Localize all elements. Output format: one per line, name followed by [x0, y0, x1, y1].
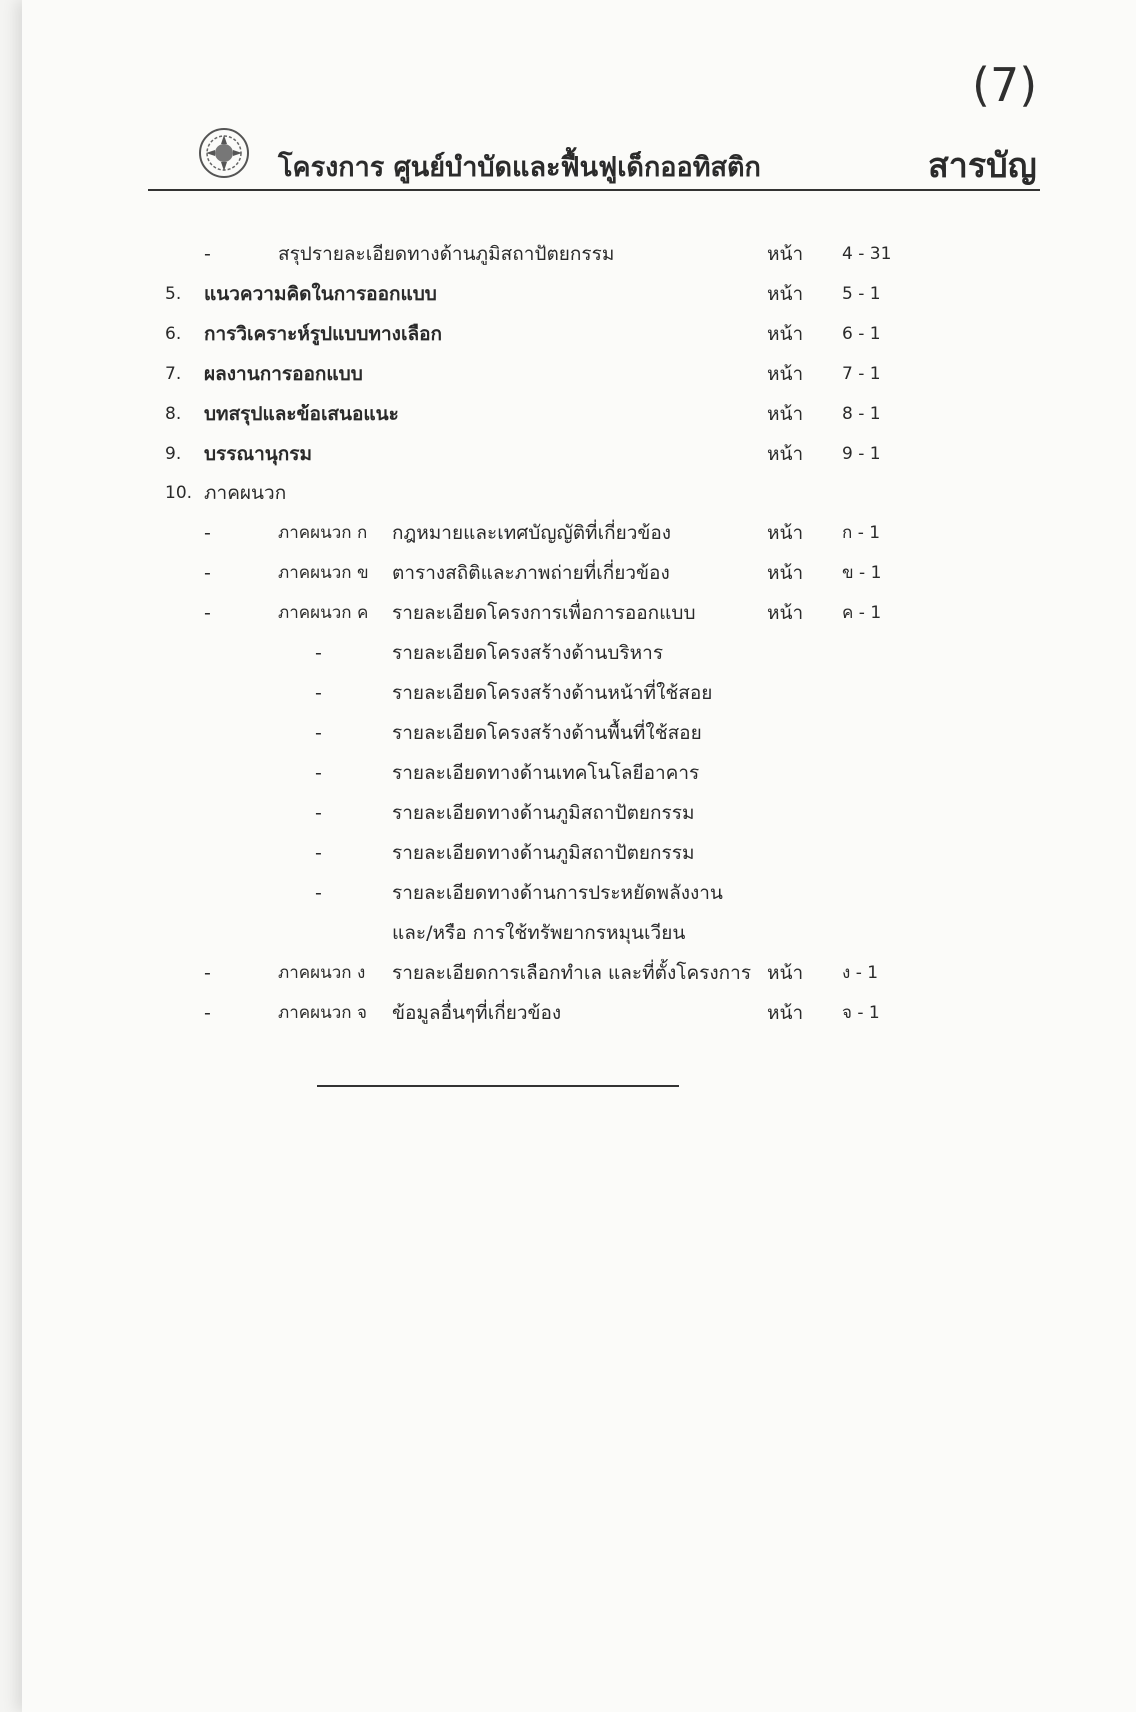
toc-title: กฎหมายและเทศบัญญัติที่เกี่ยวข้อง: [392, 522, 672, 544]
page-label: หน้า: [767, 562, 804, 584]
chapter-number: 10.: [165, 483, 193, 503]
toc-title: ข้อมูลอื่นๆที่เกี่ยวข้อง: [392, 1002, 562, 1024]
toc-row: [22, 753, 1022, 793]
page-ref: ข - 1: [842, 563, 882, 583]
toc-row: [22, 234, 1022, 274]
toc-title: รายละเอียดการเลือกทำเล และที่ตั้งโครงการ: [392, 962, 752, 984]
bullet-dash: -: [204, 243, 211, 265]
bullet-dash: -: [315, 802, 322, 824]
page-label: หน้า: [767, 283, 804, 305]
footer-divider: [317, 1085, 679, 1087]
page-label: หน้า: [767, 962, 804, 984]
page-ref: 9 - 1: [842, 444, 881, 464]
bullet-dash: -: [204, 602, 211, 624]
page-label: หน้า: [767, 602, 804, 624]
toc-row: [22, 473, 1022, 513]
page-ref: ค - 1: [842, 603, 882, 623]
bullet-dash: -: [204, 562, 211, 584]
bullet-dash: -: [204, 962, 211, 984]
toc-title: ผลงานการออกแบบ: [204, 363, 363, 385]
toc-title: ภาคผนวก: [204, 482, 287, 504]
royal-seal-icon: [198, 127, 250, 179]
toc-row: [22, 793, 1022, 833]
appendix-label: ภาคผนวก ข: [278, 563, 369, 583]
toc-title: แนวความคิดในการออกแบบ: [204, 283, 437, 305]
toc-title: รายละเอียดโครงสร้างด้านหน้าที่ใช้สอย: [392, 682, 713, 704]
page-ref: จ - 1: [842, 1003, 880, 1023]
toc-row: [22, 873, 1022, 913]
page-ref: ก - 1: [842, 523, 881, 543]
page-label: หน้า: [767, 443, 804, 465]
toc-title: การวิเคราะห์รูปแบบทางเลือก: [204, 323, 443, 345]
chapter-number: 9.: [165, 444, 182, 464]
toc-row: [22, 953, 1022, 993]
page-label: หน้า: [767, 363, 804, 385]
toc-title: รายละเอียดทางด้านการประหยัดพลังงาน: [392, 882, 723, 904]
toc-title: รายละเอียดโครงสร้างด้านบริหาร: [392, 642, 664, 664]
page-ref: 8 - 1: [842, 404, 881, 424]
toc-title: บรรณานุกรม: [204, 443, 312, 465]
chapter-number: 8.: [165, 404, 182, 424]
page-number: (7): [972, 58, 1038, 112]
appendix-label: ภาคผนวก จ: [278, 1003, 367, 1023]
bullet-dash: -: [315, 882, 322, 904]
toc-title: รายละเอียดทางด้านเทคโนโลยีอาคาร: [392, 762, 700, 784]
toc-title: รายละเอียดโครงการเพื่อการออกแบบ: [392, 602, 696, 624]
toc-row: [22, 513, 1022, 553]
toc-row: [22, 314, 1022, 354]
toc-row: [22, 633, 1022, 673]
page-ref: 6 - 1: [842, 324, 881, 344]
page-label: หน้า: [767, 403, 804, 425]
bullet-dash: -: [204, 1002, 211, 1024]
page-ref: 5 - 1: [842, 284, 881, 304]
page-ref: 4 - 31: [842, 244, 892, 264]
toc-row: [22, 553, 1022, 593]
toc-row: [22, 354, 1022, 394]
bullet-dash: -: [315, 682, 322, 704]
bullet-dash: -: [315, 722, 322, 744]
toc-row: [22, 593, 1022, 633]
toc-title: ตารางสถิติและภาพถ่ายที่เกี่ยวข้อง: [392, 562, 670, 584]
bullet-dash: -: [315, 762, 322, 784]
document-page: [22, 0, 1136, 1712]
toc-title: รายละเอียดทางด้านภูมิสถาปัตยกรรม: [392, 802, 695, 824]
toc-title: รายละเอียดโครงสร้างด้านพื้นที่ใช้สอย: [392, 722, 702, 744]
toc-row: [22, 274, 1022, 314]
toc-row: [22, 993, 1022, 1033]
appendix-label: ภาคผนวก ค: [278, 603, 369, 623]
toc-row: [22, 673, 1022, 713]
bullet-dash: -: [315, 842, 322, 864]
header-divider: [148, 189, 1040, 191]
toc-row: [22, 913, 1022, 953]
toc-title: รายละเอียดทางด้านภูมิสถาปัตยกรรม: [392, 842, 695, 864]
page-label: หน้า: [767, 243, 804, 265]
toc-title-continuation: และ/หรือ การใช้ทรัพยากรหมุนเวียน: [392, 922, 686, 944]
section-title: สารบัญ: [928, 146, 1037, 186]
chapter-number: 5.: [165, 284, 182, 304]
page-label: หน้า: [767, 1002, 804, 1024]
page-ref: 7 - 1: [842, 364, 881, 384]
chapter-number: 6.: [165, 324, 182, 344]
bullet-dash: -: [204, 522, 211, 544]
toc-title: บทสรุปและข้อเสนอแนะ: [204, 403, 399, 425]
toc-row: [22, 713, 1022, 753]
toc-row: [22, 833, 1022, 873]
toc-title: สรุปรายละเอียดทางด้านภูมิสถาปัตยกรรม: [278, 243, 615, 265]
page-label: หน้า: [767, 522, 804, 544]
page-label: หน้า: [767, 323, 804, 345]
page-ref: ง - 1: [842, 963, 879, 983]
appendix-label: ภาคผนวก ก: [278, 523, 368, 543]
bullet-dash: -: [315, 642, 322, 664]
project-title: โครงการ ศูนย์บำบัดและฟื้นฟูเด็กออทิสติก: [278, 152, 761, 183]
toc-row: [22, 434, 1022, 474]
chapter-number: 7.: [165, 364, 182, 384]
appendix-label: ภาคผนวก ง: [278, 963, 366, 983]
toc-row: [22, 394, 1022, 434]
